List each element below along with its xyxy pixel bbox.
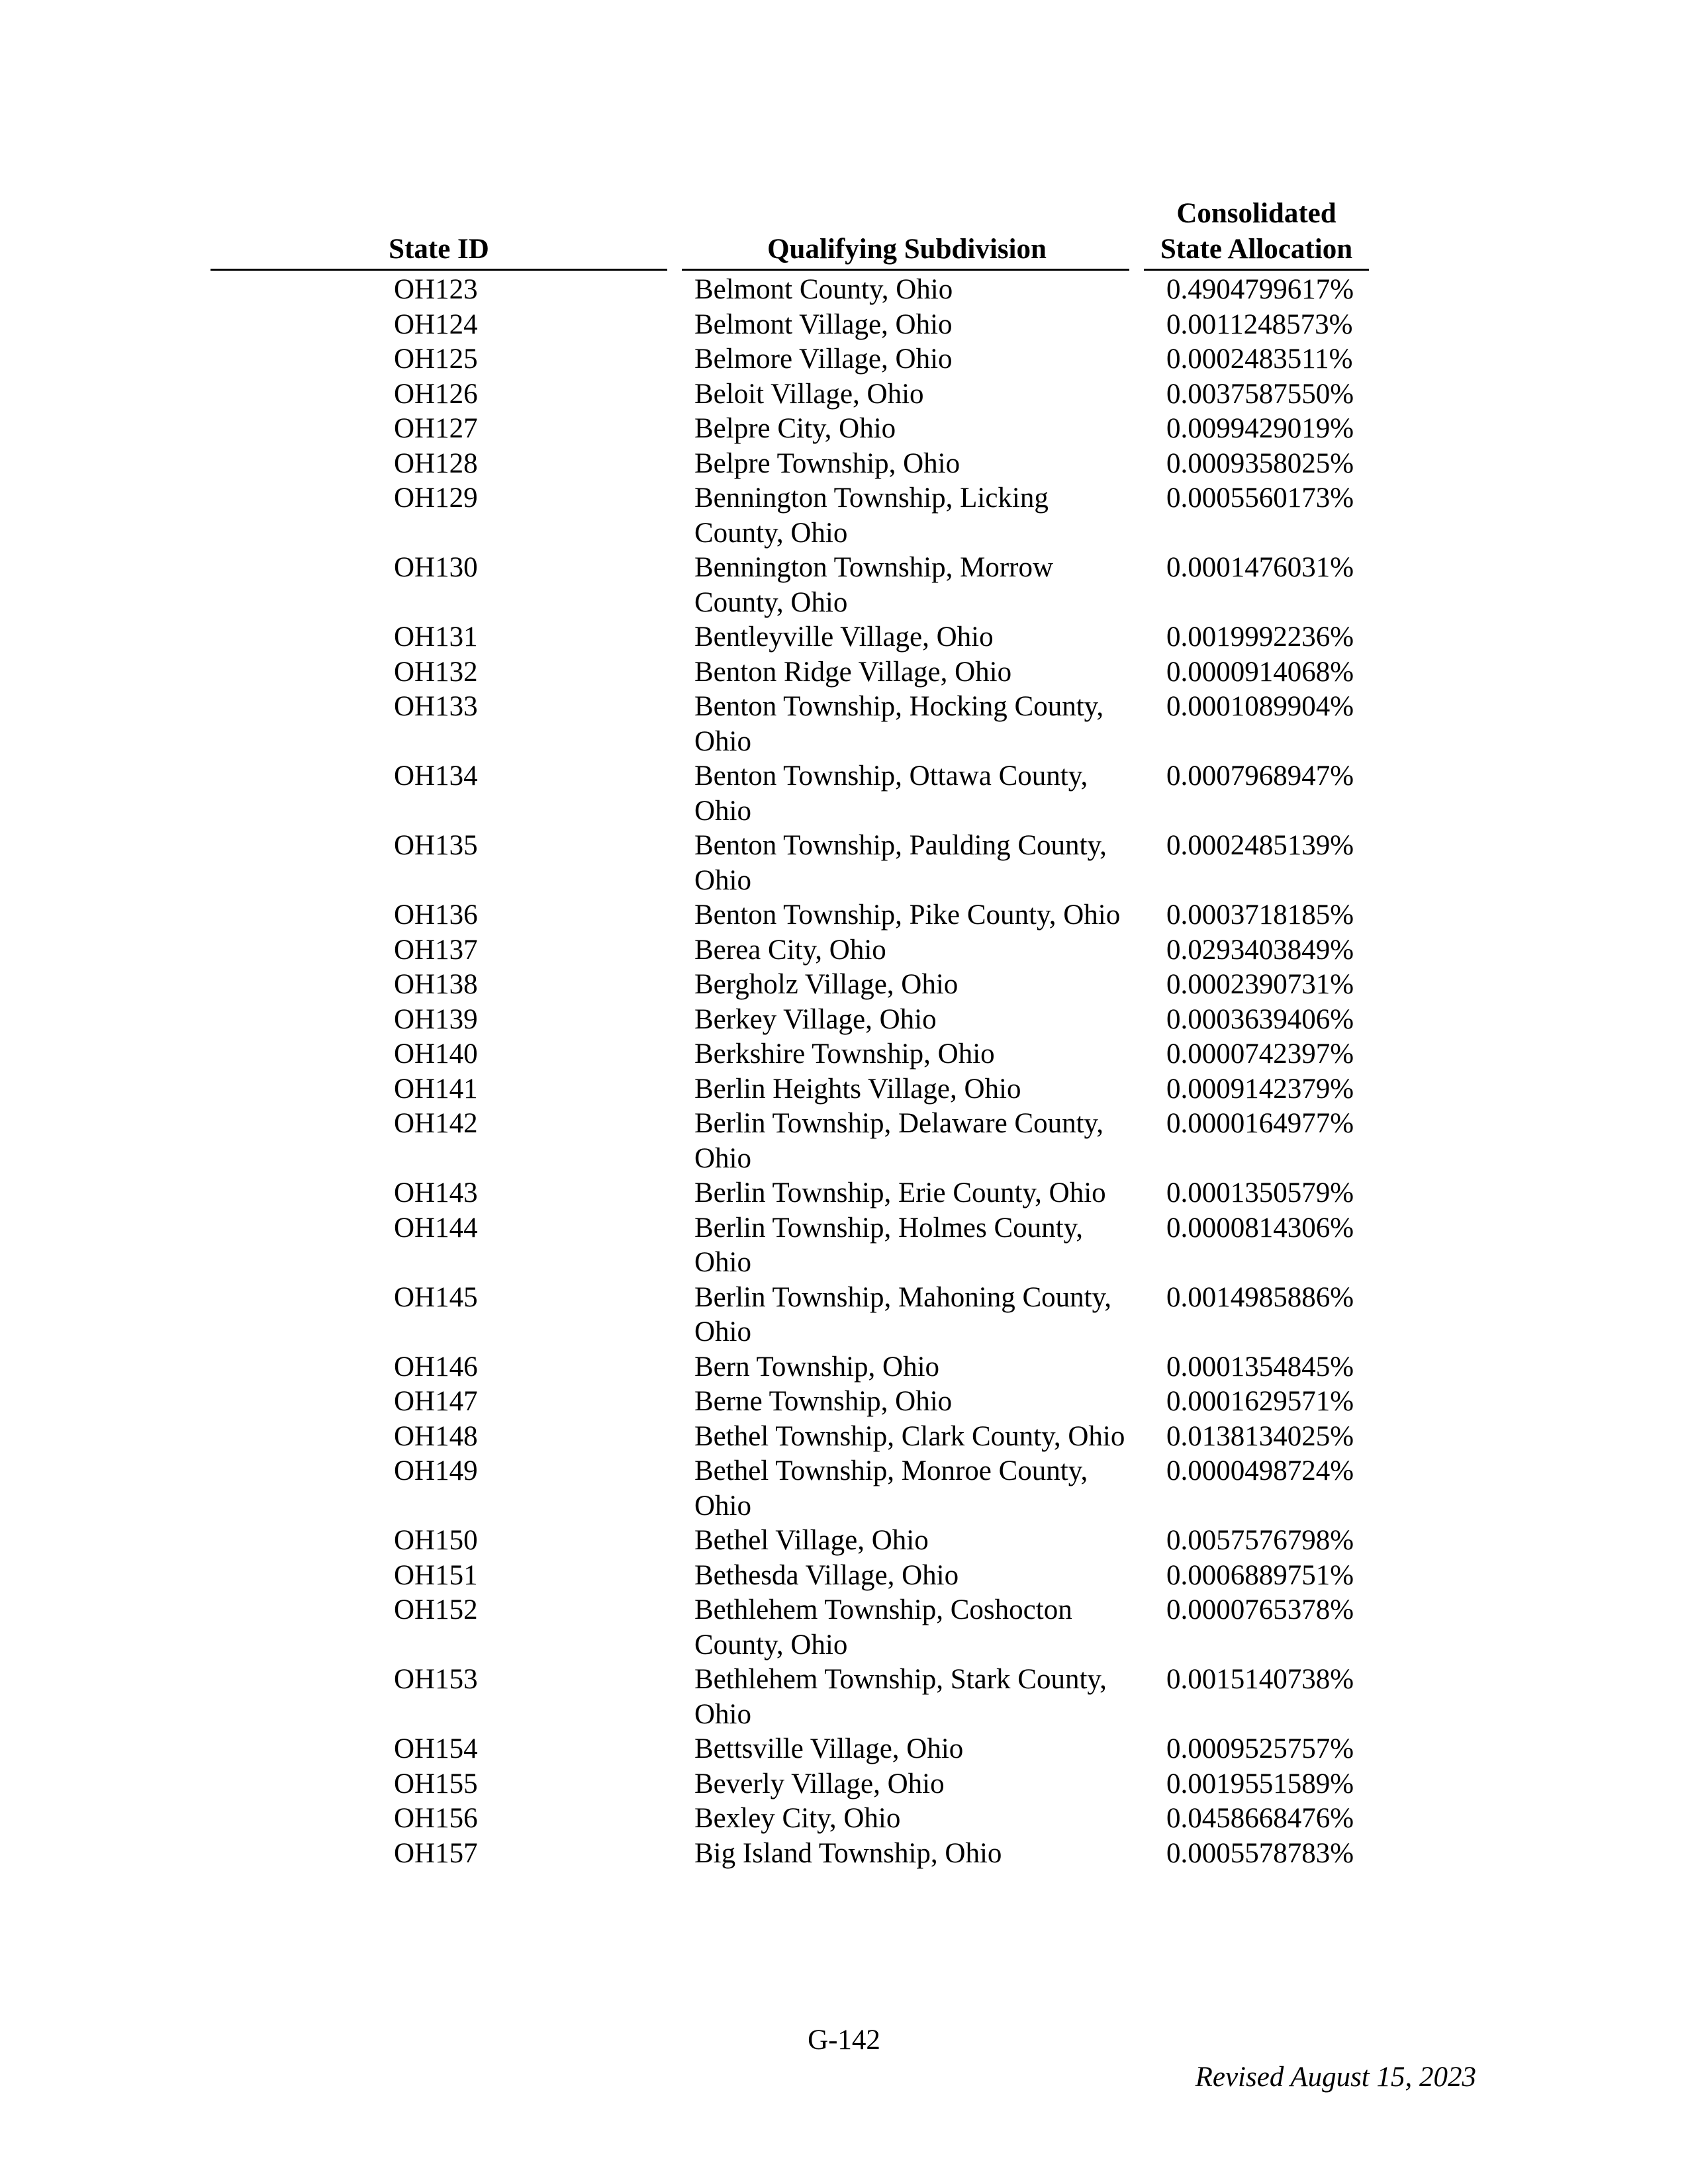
allocation-cell: 0.0002483511% <box>1166 343 1353 375</box>
page-number: G-142 <box>808 2025 880 2056</box>
table-row <box>0 1662 1688 1732</box>
subdivision-cell: Berlin Heights Village, Ohio <box>694 1073 1021 1105</box>
allocation-cell: 0.0138134025% <box>1166 1420 1354 1452</box>
state-id-cell: OH137 <box>394 934 478 966</box>
subdivision-cell: Benton Ridge Village, Ohio <box>694 656 1012 688</box>
allocation-cell: 0.0001354845% <box>1166 1351 1354 1383</box>
subdivision-cell: Benton Township, Pike County, Ohio <box>694 899 1121 931</box>
subdivision-cell: Berlin Township, Erie County, Ohio <box>694 1177 1106 1208</box>
allocation-cell: 0.0001350579% <box>1166 1177 1354 1208</box>
allocation-cell: 0.0002485139% <box>1166 830 1354 861</box>
subdivision-cell: Bethel Township, Clark County, Ohio <box>694 1420 1125 1452</box>
state-id-cell: OH124 <box>394 308 478 340</box>
table-row <box>0 1767 1688 1802</box>
subdivision-cell: Bennington Township, Licking County, Ohio <box>694 482 1049 549</box>
table-row <box>0 690 1688 759</box>
state-id-cell: OH149 <box>394 1455 478 1486</box>
allocation-cell: 0.0000742397% <box>1166 1038 1354 1069</box>
allocation-cell: 0.0001089904% <box>1166 691 1354 722</box>
table-row <box>0 1385 1688 1420</box>
allocation-cell: 0.0005578783% <box>1166 1837 1354 1869</box>
table-row <box>0 1281 1688 1350</box>
header-allocation-line-2: State Allocation <box>1160 234 1353 265</box>
subdivision-cell: Benton Township, Hocking County, Ohio <box>694 691 1104 757</box>
table-row <box>0 1037 1688 1072</box>
state-id-cell: OH132 <box>394 656 478 688</box>
allocation-cell: 0.0015140738% <box>1166 1664 1354 1695</box>
allocation-cell: 0.0002390731% <box>1166 969 1354 1000</box>
subdivision-cell: Bennington Township, Morrow County, Ohio <box>694 552 1054 618</box>
table-row <box>0 308 1688 343</box>
state-id-cell: OH133 <box>394 691 478 722</box>
allocation-cell: 0.0009358025% <box>1166 447 1354 479</box>
subdivision-cell: Bexley City, Ohio <box>694 1803 901 1834</box>
allocation-cell: 0.0003639406% <box>1166 1003 1354 1035</box>
state-id-cell: OH152 <box>394 1594 478 1625</box>
subdivision-cell: Bethel Village, Ohio <box>694 1525 929 1556</box>
allocation-cell: 0.0007968947% <box>1166 760 1354 792</box>
table-row <box>0 898 1688 933</box>
allocation-cell: 0.0011248573% <box>1166 308 1353 340</box>
state-id-cell: OH128 <box>394 447 478 479</box>
state-id-cell: OH135 <box>394 830 478 861</box>
subdivision-cell: Belmont County, Ohio <box>694 274 953 305</box>
subdivision-cell: Berkshire Township, Ohio <box>694 1038 995 1069</box>
table-row <box>0 1454 1688 1524</box>
state-id-cell: OH126 <box>394 378 478 410</box>
state-id-cell: OH151 <box>394 1559 478 1591</box>
header-rule-allocation <box>1144 269 1369 271</box>
allocation-cell: 0.0057576798% <box>1166 1525 1354 1556</box>
allocation-cell: 0.0001629571% <box>1166 1386 1354 1417</box>
table-row <box>0 342 1688 377</box>
table-row <box>0 1176 1688 1211</box>
subdivision-cell: Bethlehem Township, Coshocton County, Ohio <box>694 1594 1072 1661</box>
allocation-cell: 0.0293403849% <box>1166 934 1354 966</box>
subdivision-cell: Bern Township, Ohio <box>694 1351 940 1383</box>
table-row <box>0 1072 1688 1107</box>
table-row <box>0 829 1688 898</box>
allocation-cell: 0.0019992236% <box>1166 621 1354 653</box>
state-id-cell: OH127 <box>394 413 478 444</box>
state-id-cell: OH156 <box>394 1803 478 1834</box>
allocation-cell: 0.0099429019% <box>1166 413 1354 444</box>
state-id-cell: OH144 <box>394 1212 478 1244</box>
revision-date: Revised August 15, 2023 <box>1195 2062 1476 2093</box>
subdivision-cell: Bethesda Village, Ohio <box>694 1559 959 1591</box>
state-id-cell: OH141 <box>394 1073 478 1105</box>
state-id-cell: OH131 <box>394 621 478 653</box>
state-id-cell: OH146 <box>394 1351 478 1383</box>
subdivision-cell: Belmore Village, Ohio <box>694 343 953 375</box>
table-row <box>0 273 1688 308</box>
state-id-cell: OH140 <box>394 1038 478 1069</box>
subdivision-cell: Bettsville Village, Ohio <box>694 1733 964 1764</box>
subdivision-cell: Belpre Township, Ohio <box>694 447 961 479</box>
state-id-cell: OH138 <box>394 969 478 1000</box>
allocation-cell: 0.0001476031% <box>1166 552 1354 583</box>
state-id-cell: OH129 <box>394 482 478 514</box>
allocation-cell: 0.0009142379% <box>1166 1073 1354 1105</box>
allocation-cell: 0.0000164977% <box>1166 1108 1354 1139</box>
table-row <box>0 759 1688 829</box>
subdivision-cell: Benton Township, Paulding County, Ohio <box>694 830 1107 896</box>
state-id-cell: OH148 <box>394 1420 478 1452</box>
table-row <box>0 655 1688 690</box>
table-row <box>0 1593 1688 1662</box>
table-row <box>0 551 1688 620</box>
table-row <box>0 1837 1688 1872</box>
subdivision-cell: Beloit Village, Ohio <box>694 378 924 410</box>
subdivision-cell: Belpre City, Ohio <box>694 413 896 444</box>
allocation-cell: 0.0014985886% <box>1166 1281 1354 1313</box>
state-id-cell: OH136 <box>394 899 478 931</box>
allocation-cell: 0.0019551589% <box>1166 1768 1354 1799</box>
subdivision-cell: Bethlehem Township, Stark County, Ohio <box>694 1664 1107 1730</box>
allocation-cell: 0.0005560173% <box>1166 482 1354 514</box>
subdivision-cell: Beverly Village, Ohio <box>694 1768 945 1799</box>
allocation-cell: 0.0000765378% <box>1166 1594 1354 1625</box>
allocation-cell: 0.0458668476% <box>1166 1803 1354 1834</box>
subdivision-cell: Big Island Township, Ohio <box>694 1837 1002 1869</box>
table-row <box>0 933 1688 968</box>
table-row <box>0 1801 1688 1837</box>
state-id-cell: OH147 <box>394 1386 478 1417</box>
subdivision-cell: Benton Township, Ottawa County, Ohio <box>694 760 1088 827</box>
table-row <box>0 377 1688 412</box>
state-id-cell: OH153 <box>394 1664 478 1695</box>
table-row <box>0 481 1688 551</box>
allocation-cell: 0.0000914068% <box>1166 656 1354 688</box>
state-id-cell: OH130 <box>394 552 478 583</box>
state-id-cell: OH145 <box>394 1281 478 1313</box>
state-id-cell: OH134 <box>394 760 478 792</box>
table-row <box>0 1107 1688 1176</box>
state-id-cell: OH143 <box>394 1177 478 1208</box>
state-id-cell: OH157 <box>394 1837 478 1869</box>
subdivision-cell: Belmont Village, Ohio <box>694 308 953 340</box>
allocation-cell: 0.0006889751% <box>1166 1559 1354 1591</box>
state-id-cell: OH155 <box>394 1768 478 1799</box>
allocation-cell: 0.0000814306% <box>1166 1212 1354 1244</box>
subdivision-cell: Bethel Township, Monroe County, Ohio <box>694 1455 1088 1522</box>
allocation-cell: 0.0003718185% <box>1166 899 1354 931</box>
header-qualifying-subdivision: Qualifying Subdivision <box>767 234 1047 265</box>
table-row <box>0 620 1688 655</box>
state-id-cell: OH139 <box>394 1003 478 1035</box>
subdivision-cell: Berlin Township, Holmes County, Ohio <box>694 1212 1084 1278</box>
table-row <box>0 968 1688 1003</box>
state-id-cell: OH154 <box>394 1733 478 1764</box>
table-row <box>0 1211 1688 1281</box>
allocation-cell: 0.0000498724% <box>1166 1455 1354 1486</box>
header-state-id: State ID <box>389 234 489 265</box>
subdivision-cell: Bentleyville Village, Ohio <box>694 621 994 653</box>
allocation-cell: 0.0037587550% <box>1166 378 1354 410</box>
table-row <box>0 447 1688 482</box>
header-allocation-line-1: Consolidated <box>1176 198 1336 229</box>
table-row <box>0 1420 1688 1455</box>
table-row <box>0 412 1688 447</box>
table-row <box>0 1003 1688 1038</box>
table-row <box>0 1350 1688 1385</box>
allocation-table-body <box>0 273 1688 1871</box>
subdivision-cell: Berlin Township, Delaware County, Ohio <box>694 1108 1103 1174</box>
subdivision-cell: Berea City, Ohio <box>694 934 886 966</box>
subdivision-cell: Berlin Township, Mahoning County, Ohio <box>694 1281 1112 1347</box>
allocation-cell: 0.4904799617% <box>1166 274 1354 305</box>
allocation-cell: 0.0009525757% <box>1166 1733 1354 1764</box>
header-rule-state-id <box>211 269 667 271</box>
state-id-cell: OH142 <box>394 1108 478 1139</box>
table-row <box>0 1732 1688 1767</box>
state-id-cell: OH123 <box>394 274 478 305</box>
subdivision-cell: Berkey Village, Ohio <box>694 1003 937 1035</box>
table-row <box>0 1524 1688 1559</box>
subdivision-cell: Berne Township, Ohio <box>694 1386 953 1417</box>
header-rule-subdivision <box>682 269 1129 271</box>
state-id-cell: OH150 <box>394 1525 478 1556</box>
state-id-cell: OH125 <box>394 343 478 375</box>
subdivision-cell: Bergholz Village, Ohio <box>694 969 959 1000</box>
table-row <box>0 1559 1688 1594</box>
header-consolidated-state-allocation <box>1144 196 1369 267</box>
